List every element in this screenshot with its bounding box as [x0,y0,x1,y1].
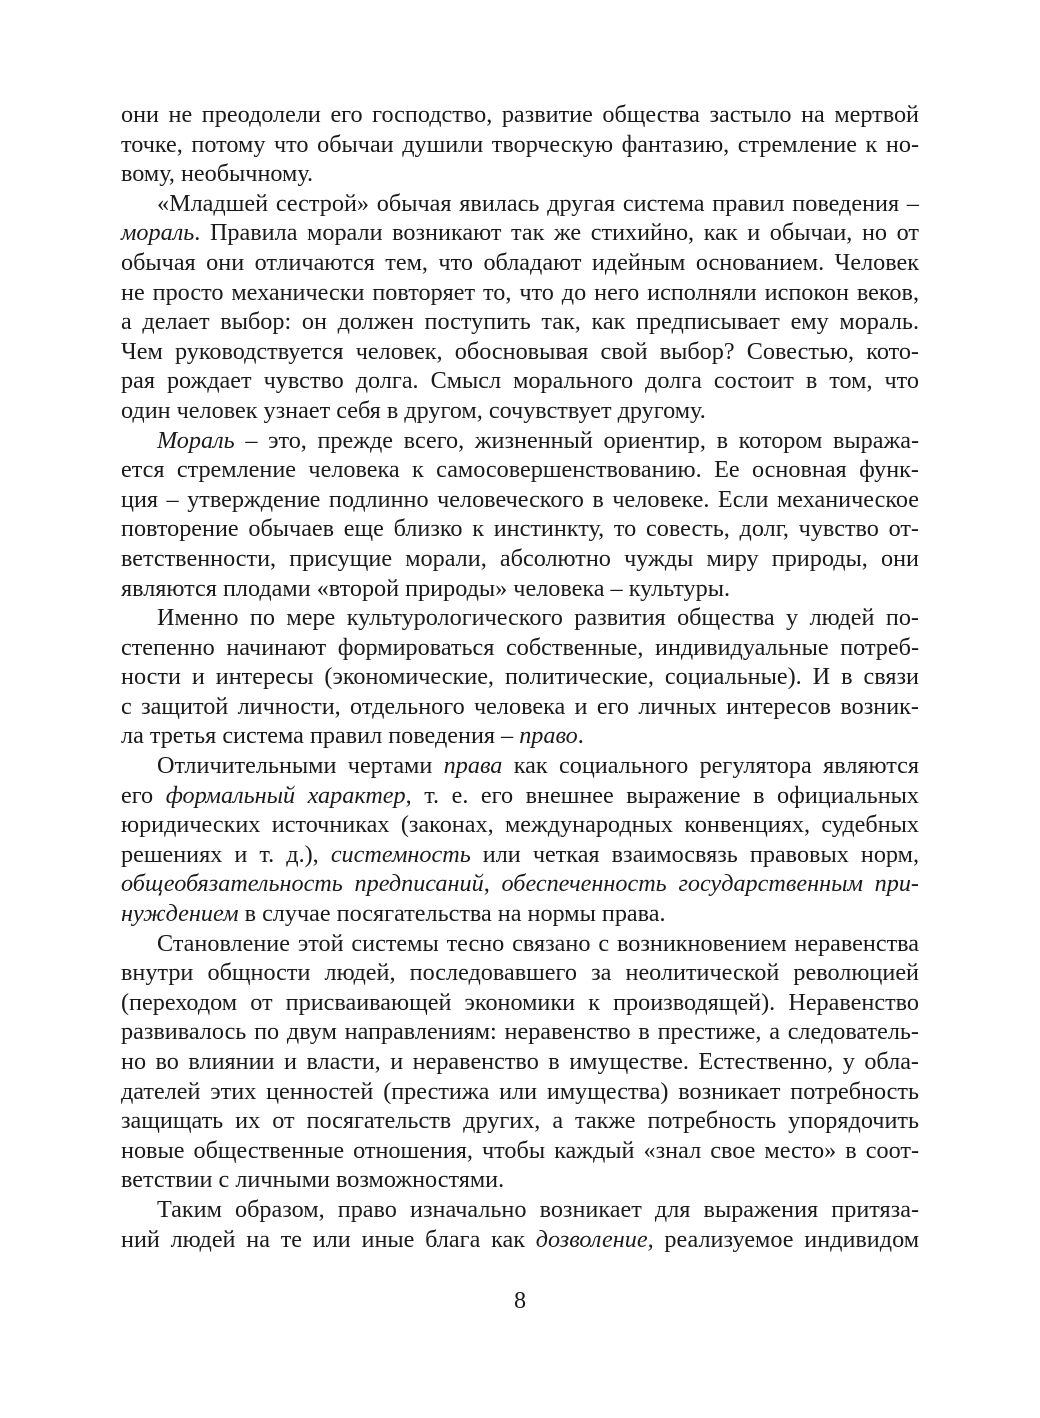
text-run: обычая они отличаются тем, что обладают идейным основанием. Человек [121,248,919,276]
text-line [121,1106,919,1136]
text-line [121,633,919,663]
text-run: ветствии с личными возможностями. [121,1166,505,1194]
italic-term: дозволение, [535,1225,654,1253]
text-line [121,396,919,426]
text-line [121,130,919,160]
text-line [121,1077,919,1107]
text-run: Именно по мере культурологического развития общества у людей по- [157,604,919,632]
text-run: степенно начинают формироваться собственные, индивидуальные потреб- [121,633,919,661]
italic-term: права [443,752,503,780]
paragraph [121,751,919,929]
text-run: вому, необычному. [121,160,314,188]
text-run: «Младшей сестрой» обычая явилась другая система правил поведения – [157,189,919,217]
text-run: развивалось по двум направлениям: неравенство в престиже, а следователь- [121,1018,919,1046]
text-line [121,721,919,751]
text-run: . [577,722,584,750]
text-line [121,662,919,692]
text-run: рая рождает чувство долга. Смысл морального долга состоит в том, что [121,367,919,395]
paragraph [121,100,919,189]
text-run: являются плодами «второй природы» человека – культуры. [121,574,731,602]
text-run: а делает выбор: он должен поступить так, как предписывает ему мораль. [121,308,919,336]
body-text [121,100,919,1254]
text-run: его [121,781,166,809]
paragraph [121,189,919,426]
text-line [121,189,919,219]
text-run: Становление этой системы тесно связано с возникновением неравенства [157,929,919,957]
text-line [121,1136,919,1166]
text-line [121,100,919,130]
italic-term: общеобязательность предписаний [121,870,484,898]
text-run: но во влиянии и власти, и неравенство в имуществе. Естественно, у обла- [121,1048,919,1075]
text-run: повторение обычаев еще близко к инстинкту, то совесть, долг, чувство от- [121,515,919,543]
text-line [121,218,919,248]
text-run: с защитой личности, отдельного человека и его личных интересов возник- [121,692,919,720]
paragraph [121,1195,919,1254]
text-line [121,1165,919,1195]
text-line [121,781,919,811]
italic-term: право [519,722,578,750]
text-run: ция – утверждение подлинно человеческого в человеке. Если механическое [121,485,919,513]
italic-term: нуждением [121,900,239,928]
text-line [121,248,919,278]
paragraph [121,426,919,604]
text-run: – это, прежде всего, жизненный ориентир, в котором выража- [234,426,919,454]
text-run: они не преодолели его господство, развитие общества застыло на мертвой [121,101,919,128]
text-run: ется стремление человека к самосовершенствованию. Ее основная функ- [121,456,919,484]
text-run: как социального регулятора являются [502,752,919,780]
text-line [121,603,919,633]
text-line [121,278,919,308]
paragraph [121,929,919,1195]
text-run: Чем руководствуется человек, обосновывая свой выбор? Совестью, кото- [121,337,919,365]
text-line [121,426,919,456]
text-run: ний людей на те или иные блага как [121,1225,536,1253]
italic-term: Мораль [157,426,235,454]
text-run: (переходом от присваивающей экономики к производящей). Неравенство [121,988,919,1016]
text-run: реализуемое индивидом [653,1225,920,1253]
text-run: . Правила морали возникают так же стихийно, как и обычаи, но от [194,219,919,247]
text-line [121,337,919,367]
text-line [121,514,919,544]
text-line [121,1225,919,1255]
text-line [121,929,919,959]
text-line [121,366,919,396]
text-line [121,840,919,870]
italic-term: обеспеченность государственным при- [501,870,919,898]
text-line [121,544,919,574]
italic-term: мораль [121,219,195,247]
text-line [121,751,919,781]
page-number: 8 [513,1287,527,1314]
text-line [121,1195,919,1225]
text-run: юридических источниках (законах, международных конвенциях, судебных [121,811,919,839]
text-run: решениях и т. д.), [121,840,331,868]
paragraph [121,603,919,751]
text-line [121,1017,919,1047]
text-run: Отличительными чертами [157,752,444,780]
text-run: ветственности, присущие морали, абсолютно чужды миру природы, они [121,544,919,572]
text-run: или четкая взаимосвязь правовых норм, [470,840,919,868]
text-run: внутри общности людей, последовавшего за неолитической революцией [121,959,919,987]
text-line [121,988,919,1018]
text-run: не просто механически повторяет то, что до него исполняли испокон веков, [121,278,919,306]
text-line [121,692,919,722]
text-line [121,307,919,337]
text-run: новые общественные отношения, чтобы каждый «знал свое место» в соот- [121,1136,919,1164]
text-line [121,159,919,189]
text-run: Таким образом, право изначально возникает для выражения притяза- [157,1195,919,1223]
text-run: ла третья система правил поведения – [121,722,520,750]
text-line [121,455,919,485]
text-run: один человек узнает себя в другом, сочувствует другому. [121,396,706,424]
text-line [121,574,919,604]
text-line [121,899,919,929]
text-run: защищать их от посягательств других, а также потребность упорядочить [121,1107,919,1135]
text-line [121,869,919,899]
text-run: в случае посягательства на нормы права. [238,900,666,928]
text-run: дателей этих ценностей (престижа или имущества) возникает потребность [121,1077,919,1105]
text-run: точке, потому что обычаи душили творческую фантазию, стремление к но- [121,130,919,158]
text-run: , [483,870,502,898]
text-line [121,958,919,988]
text-run: , т. е. его внешнее выражение в официальных [405,781,919,809]
text-line [121,1047,919,1077]
text-line [121,485,919,515]
text-line [121,810,919,840]
italic-term: формальный характер [165,781,406,809]
italic-term: системность [330,840,471,868]
text-run: ности и интересы (экономические, политические, социальные). И в связи [121,663,919,691]
